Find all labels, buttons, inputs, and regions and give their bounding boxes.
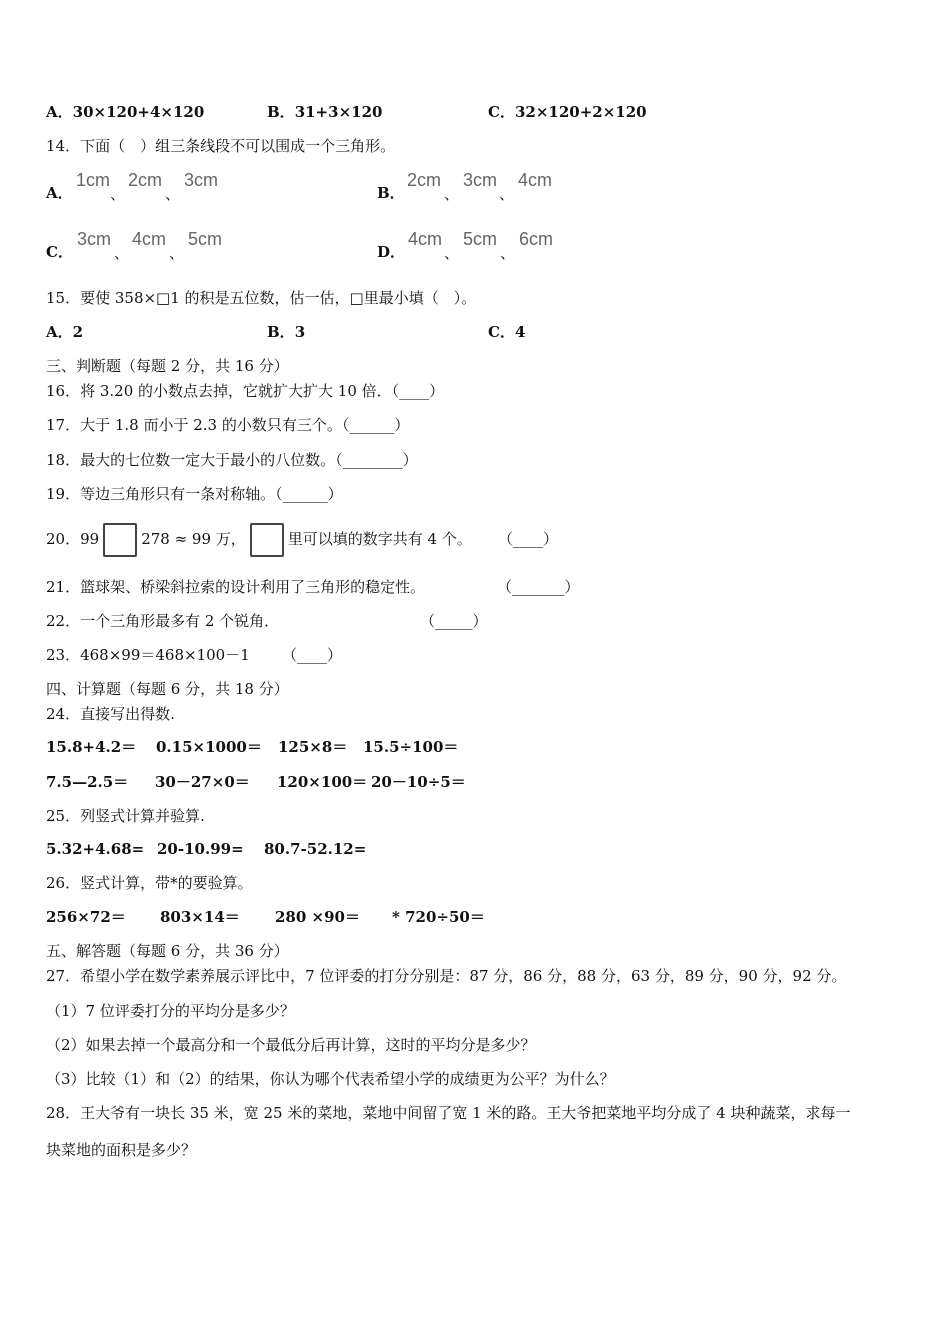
q13-option-a: A．30×120+4×120 [46,103,205,121]
q26-item: 803×14＝ [160,908,240,926]
q15-option-c: C．4 [488,323,526,341]
q14-a-key: A． [46,184,73,202]
q25-item: 20-10.99= [157,840,244,858]
segment-label: 3cm [184,170,219,190]
q27-stem: 27．希望小学在数学素养展示评比中，7 位评委的打分分别是：87 分，86 分，88 分，63 分，89 分，90 分，92 分。 [46,967,847,985]
q26-item: 256×72＝ [46,908,126,926]
separator: 、 [444,185,460,203]
q23-blank: （____） [282,646,343,664]
q24-item: 20－10÷5＝ [371,773,466,791]
q20 [46,522,472,557]
q25-item: 80.7-52.12= [264,840,367,858]
q19: 19．等边三角形只有一条对称轴。（______） [46,485,343,503]
q23: 23．468×99＝468×100－1 [46,646,250,664]
q26-item: * 720÷50＝ [392,908,485,926]
q26-stem: 26．竖式计算，带*的要验算。 [46,874,253,892]
q24-item: 30－27×0＝ [155,773,250,791]
separator: 、 [500,244,516,262]
q24-item: 15.5÷100＝ [363,738,459,756]
segment-label: 2cm [128,170,163,190]
q25-stem: 25．列竖式计算并验算. [46,807,205,825]
q16: 16．将 3.20 的小数点去掉，它就扩大扩大 10 倍．（____） [46,382,445,400]
segment-label: 3cm [463,170,498,190]
separator: 、 [169,244,185,262]
segment-label: 1cm [76,170,111,190]
q27-sub-2: （2）如果去掉一个最高分和一个最低分后再计算，这时的平均分是多少？ [46,1036,536,1054]
q24-item: 0.15×1000＝ [156,738,262,756]
q15-option-a: A．2 [46,323,84,341]
q18: 18．最大的七位数一定大于最小的八位数。（________） [46,451,418,469]
separator: 、 [499,185,515,203]
q22: 22．一个三角形最多有 2 个锐角． [46,612,280,630]
segment-label: 6cm [519,229,554,249]
q27-sub-3: （3）比较（1）和（2）的结果，你认为哪个代表希望小学的成绩更为公平？为什么？ [46,1070,615,1088]
q13-option-c: C．32×120+2×120 [488,103,647,121]
q13-option-b: B．31+3×120 [267,103,383,121]
q24-item: 125×8＝ [278,738,348,756]
separator: 、 [114,244,130,262]
q17: 17．大于 1.8 而小于 2.3 的小数只有三个。（______） [46,416,410,434]
separator: 、 [165,185,181,203]
segment-label: 5cm [188,229,223,249]
q24-item: 120×100＝ [277,773,368,791]
q20-part3: 里可以填的数字共有 4 个。 [287,530,472,548]
q20-box-2[interactable] [250,523,284,557]
q26-item: 280 ×90＝ [275,908,360,926]
segment-label: 2cm [407,170,442,190]
q14-b-key: B． [377,184,405,202]
segment-label: 4cm [132,229,167,249]
q27-sub-1: （1）7 位评委打分的平均分是多少？ [46,1002,295,1020]
q22-blank: （_____） [420,612,488,630]
q24-item: 7.5—2.5＝ [46,773,129,791]
segment-label: 5cm [463,229,498,249]
q20-blank: （____） [498,530,559,548]
q15-stem: 15．要使 358×□1 的积是五位数，估一估，□里最小填（ ）。 [46,289,477,307]
segment-label: 4cm [518,170,553,190]
q24-item: 15.8+4.2＝ [46,738,137,756]
q20-box-1[interactable] [103,523,137,557]
segment-label: 4cm [408,229,443,249]
q14-d-key: D． [377,243,406,261]
q28-line-1: 28．王大爷有一块长 35 米，宽 25 米的菜地，菜地中间留了宽 1 米的路。王大爷把菜地平均分成了 4 块种蔬菜，求每一 [46,1104,851,1122]
q20-part1: 20．99 [46,530,100,548]
q21: 21．篮球架、桥梁斜拉索的设计利用了三角形的稳定性。 [46,578,426,596]
q24-stem: 24．直接写出得数. [46,705,175,723]
q20-part2: 278 ≈ 99 万， [141,530,246,548]
q14-stem: 14．下面（ ）组三条线段不可以围成一个三角形。 [46,137,396,155]
q21-blank: （_______） [497,578,580,596]
q14-c-key: C． [46,243,73,261]
q15-option-b: B．3 [267,323,306,341]
q25-item: 5.32+4.68= [46,840,145,858]
separator: 、 [110,185,126,203]
segment-label: 3cm [77,229,112,249]
section-4-heading: 四、计算题（每题 6 分，共 18 分） [46,680,289,698]
q28-line-2: 块菜地的面积是多少？ [46,1141,197,1159]
separator: 、 [444,244,460,262]
section-3-heading: 三、判断题（每题 2 分，共 16 分） [46,357,289,375]
section-5-heading: 五、解答题（每题 6 分，共 36 分） [46,942,289,960]
